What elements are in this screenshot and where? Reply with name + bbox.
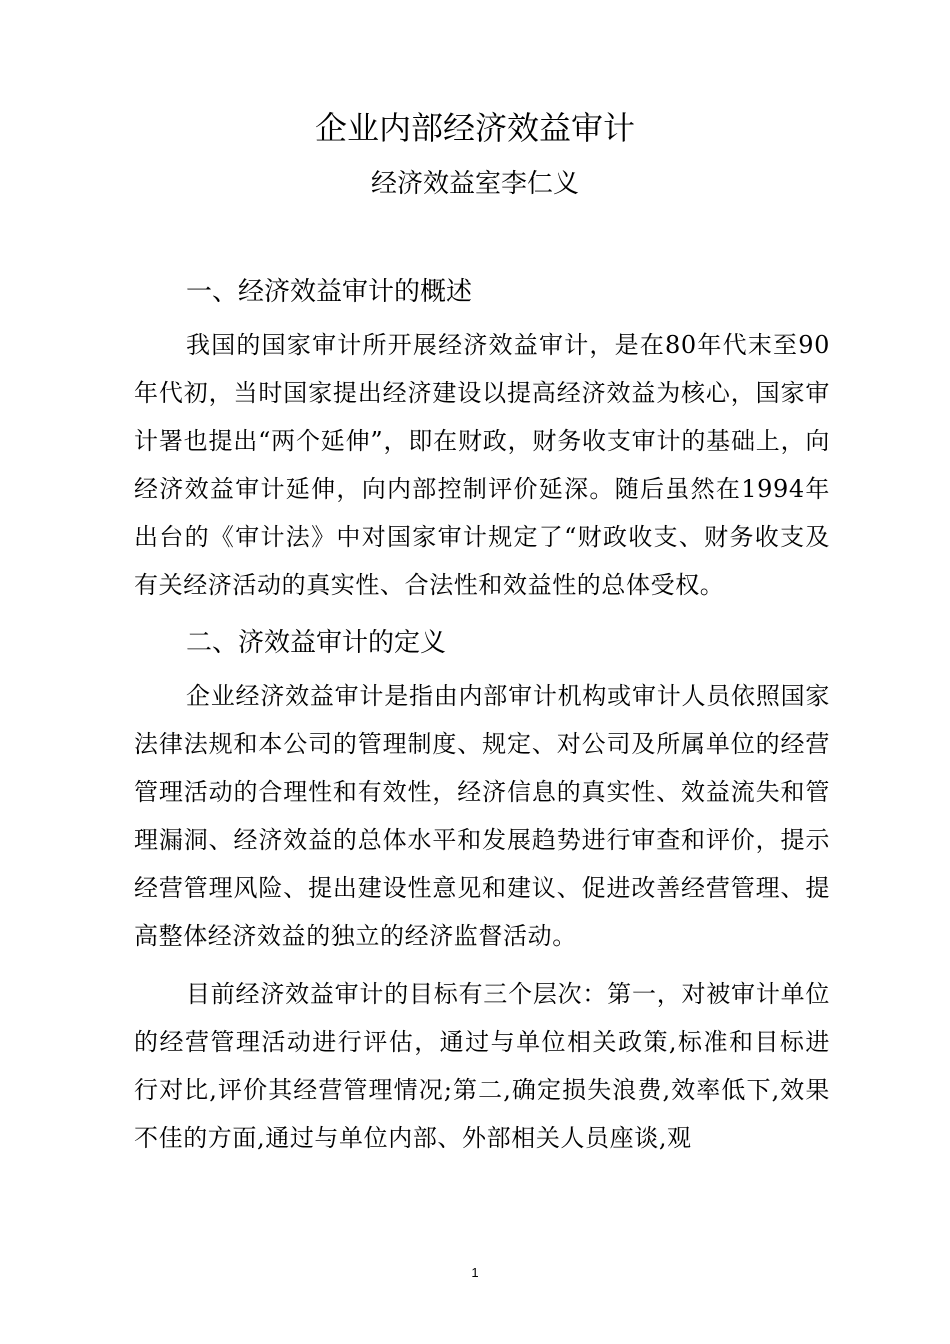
section-heading-overview: 一、经济效益审计的概述 <box>186 277 473 307</box>
page-number: 1 <box>471 1265 479 1280</box>
paragraph-overview: 我国的国家审计所开展经济效益审计，是在80年代末至90年代初，当时国家提出经济建设以提高经济效益为核心，国家审计署也提出“两个延伸”，即在财政，财务收支审计的基础上，向经济效益审计延伸，向内部控制评价延深。随后虽然在1994年出台的《审计法》中对国家审计规定了“财政收支、财务收支及有关经济活动的真实性、合法性和效益性的总体受权。 <box>134 331 830 599</box>
section-heading-definition: 二、济效益审计的定义 <box>186 628 447 658</box>
paragraph-objectives: 目前经济效益审计的目标有三个层次：第一，对被审计单位的经营管理活动进行评估，通过与单位相关政策,标准和目标进行对比,评价其经营管理情况;第二,确定损失浪费,效率低下,效果不佳的方面,通过与单位内部、外部相关人员座谈,观 <box>134 980 830 1152</box>
paragraph-definition: 企业经济效益审计是指由内部审计机构或审计人员依照国家法律法规和本公司的管理制度、规定、对公司及所属单位的经营管理活动的合理性和有效性，经济信息的真实性、效益流失和管理漏洞、经济效益的总体水平和发展趋势进行审查和评价，提示经营管理风险、提出建设性意见和建议、促进改善经营管理、提高整体经济效益的独立的经济监督活动。 <box>134 682 830 950</box>
document-body <box>134 268 830 1172</box>
document-title: 企业内部经济效益审计 <box>314 109 635 147</box>
document-subtitle: 经济效益室李仁义 <box>370 169 579 199</box>
